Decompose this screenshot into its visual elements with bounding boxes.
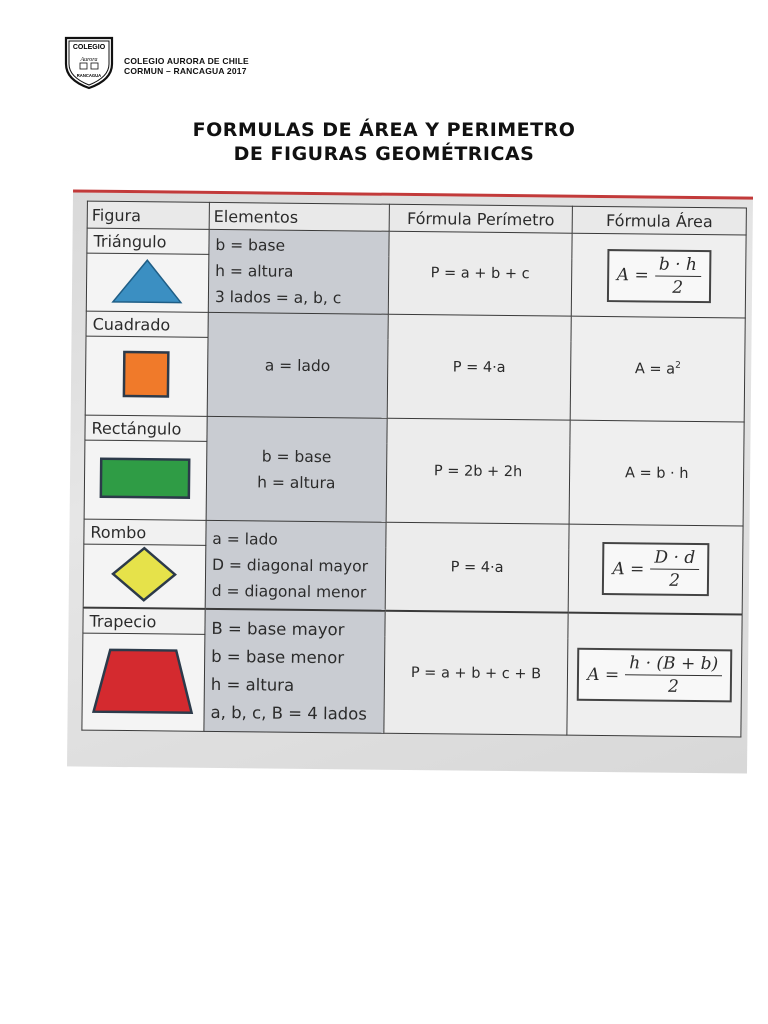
area-lhs: A =: [587, 664, 620, 685]
fraction-numerator: D · d: [650, 548, 699, 571]
fraction: [655, 254, 701, 297]
fraction-denominator: 2: [672, 277, 684, 298]
figure-name: Rombo: [84, 519, 206, 545]
perimeter-formula: P = 4·a: [387, 314, 572, 420]
school-line-1: COLEGIO AURORA DE CHILE: [124, 56, 249, 66]
figure-name: Trapecio: [83, 608, 205, 635]
area-exponent: 2: [675, 360, 681, 371]
header-elementos: Elementos: [209, 202, 389, 231]
fraction-numerator: b · h: [655, 254, 701, 276]
shape-cell: [82, 633, 205, 731]
element-item: a = lado: [264, 355, 331, 375]
school-line-2: CORMUN – RANCAGUA 2017: [124, 66, 247, 76]
shape-cell: [85, 336, 208, 416]
school-crest-logo: [60, 34, 118, 90]
perimeter-formula: P = a + b + c: [388, 231, 573, 316]
element-item: b = base: [261, 446, 332, 466]
figure-name: Rectángulo: [85, 415, 207, 441]
perimeter-formula: P = 2b + 2h: [386, 418, 571, 524]
school-header: [60, 34, 360, 90]
header-formula-perimetro: Fórmula Perímetro: [389, 204, 573, 233]
triangle-shape-icon: [107, 255, 188, 306]
element-item: b = base: [215, 235, 286, 255]
trapezoid-shape-icon: [88, 642, 199, 719]
title-line-2: DE FIGURAS GEOMÉTRICAS: [233, 143, 535, 165]
perimeter-formula: P = 4·a: [385, 522, 570, 612]
shape-cell: [86, 253, 209, 312]
element-item: h = altura: [210, 674, 295, 695]
element-item: b = base menor: [211, 646, 345, 667]
school-name: [124, 56, 249, 76]
element-item: 3 lados = a, b, c: [214, 287, 342, 308]
header-figura: Figura: [87, 201, 209, 229]
square-shape-icon: [116, 348, 177, 401]
logo-text-top: COLEGIO: [72, 44, 106, 51]
area-lhs: A =: [616, 265, 649, 286]
shape-cell: [84, 440, 207, 520]
figure-name: Triángulo: [87, 228, 209, 255]
page-title: [0, 118, 768, 166]
elements-cell: [204, 609, 385, 733]
title-line-1: FORMULAS DE ÁREA Y PERIMETRO: [192, 119, 576, 141]
area-formula-cell: [568, 524, 743, 614]
shape-cell: [83, 544, 206, 609]
area-formula-box: [577, 648, 732, 703]
area-formula-box: [602, 542, 709, 596]
area-formula-text: A = b · h: [569, 420, 744, 526]
rectangle-shape-icon: [95, 453, 196, 504]
area-formula-cell: [570, 316, 745, 422]
fraction-denominator: 2: [669, 570, 681, 591]
element-item: h = altura: [257, 472, 336, 492]
element-item: a = lado: [212, 529, 278, 549]
formula-table: [81, 201, 747, 738]
element-item: B = base mayor: [211, 618, 345, 639]
logo-text-middle: Aurora: [80, 57, 98, 63]
elements-cell: [208, 229, 389, 314]
fraction-numerator: h · (B + b): [625, 653, 722, 676]
area-formula-text: A = a: [634, 361, 676, 378]
elements-cell: [206, 416, 387, 522]
fraction: [625, 653, 722, 697]
element-item: h = altura: [215, 261, 294, 281]
area-formula-box: [607, 249, 712, 303]
formula-table-photo: [67, 192, 753, 773]
element-item: d = diagonal menor: [211, 581, 367, 602]
fraction-denominator: 2: [667, 676, 680, 697]
rhombus-shape-icon: [109, 545, 180, 604]
area-formula-cell: [567, 613, 742, 737]
elements-cell: [205, 520, 386, 610]
fraction: [650, 548, 699, 592]
elements-cell: [207, 312, 388, 418]
area-formula-cell: [572, 233, 747, 318]
element-item: D = diagonal mayor: [211, 555, 369, 576]
perimeter-formula: P = a + b + c + B: [384, 611, 569, 735]
element-item: a, b, c, B = 4 lados: [210, 702, 368, 724]
area-lhs: A =: [612, 558, 645, 579]
figure-name: Cuadrado: [86, 311, 208, 337]
logo-text-bottom: RANCAGUA: [76, 73, 102, 78]
header-formula-area: Fórmula Área: [572, 206, 746, 235]
